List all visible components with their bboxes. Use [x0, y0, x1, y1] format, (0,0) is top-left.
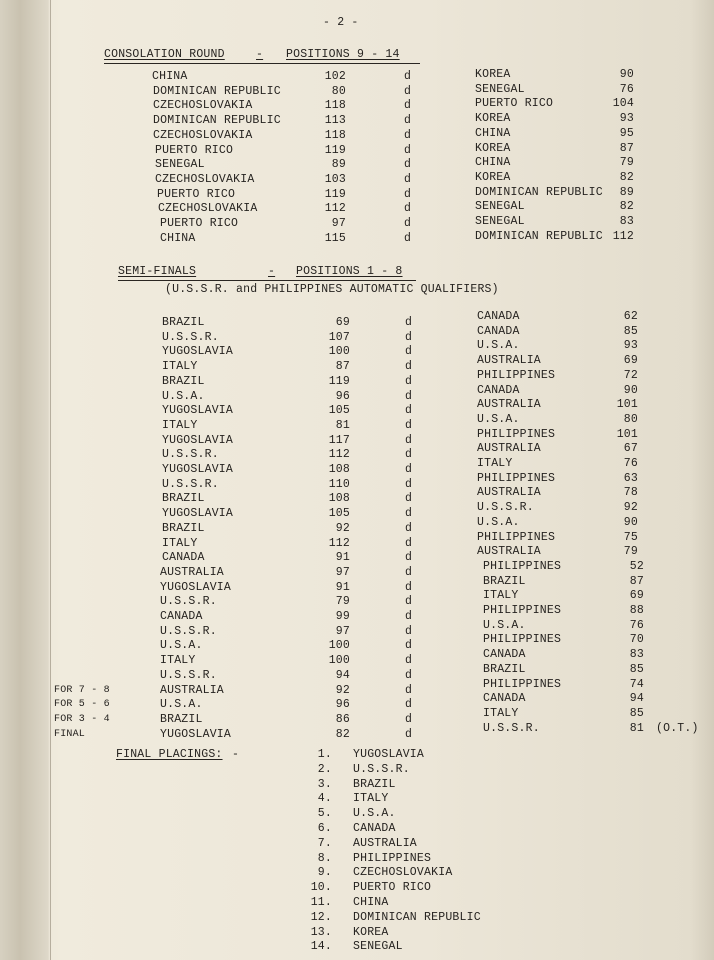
semifinal-result-mark: d [405, 448, 413, 462]
consolation-winner-score: 115 [324, 231, 346, 245]
semifinal-loser-team: BRAZIL [483, 574, 526, 588]
semifinal-winner-score: 86 [335, 712, 350, 726]
semifinal-loser-score: 76 [623, 457, 638, 470]
consolation-result-mark: d [404, 84, 412, 98]
semifinal-loser-team: PHILIPPINES [483, 604, 562, 617]
semifinal-result-mark: d [405, 668, 413, 682]
page-binding-edge [0, 0, 51, 960]
placing-team: AUSTRALIA [353, 836, 417, 850]
semifinal-loser-score: 101 [616, 427, 638, 441]
semifinal-loser-team: PHILIPPINES [477, 471, 556, 485]
consolation-loser-score: 82 [619, 170, 634, 184]
consolation-result-mark: d [404, 187, 412, 201]
semifinal-loser-score: 80 [623, 412, 638, 426]
semifinal-result-mark: d [405, 698, 413, 712]
consolation-winner-team: CZECHOSLOVAKIA [155, 172, 255, 186]
semifinal-winner-score: 108 [328, 463, 350, 476]
semifinal-winner-score: 105 [328, 404, 350, 418]
final-placings-heading: FINAL PLACINGS: [116, 748, 223, 761]
consolation-result-mark: d [404, 217, 412, 230]
consolation-winner-score: 118 [324, 99, 346, 113]
semifinal-loser-score: 69 [623, 354, 638, 368]
consolation-result-mark: d [404, 114, 412, 128]
semifinal-winner-score: 97 [335, 565, 350, 579]
placing-rank: 3. [317, 777, 332, 791]
semifinal-winner-team: YUGOSLAVIA [160, 580, 232, 594]
semifinal-winner-team: ITALY [162, 360, 198, 374]
consolation-loser-team: CHINA [475, 126, 511, 140]
semifinal-loser-team: AUSTRALIA [477, 486, 541, 500]
semifinal-winner-score: 112 [328, 536, 350, 550]
semifinal-loser-score: 63 [623, 471, 638, 485]
semifinals-note: (U.S.S.R. and PHILIPPINES AUTOMATIC QUALIFIERS) [165, 283, 499, 296]
consolation-loser-team: SENEGAL [475, 200, 525, 214]
semifinal-loser-team: CANADA [477, 310, 520, 323]
placing-team: U.S.A. [353, 807, 396, 821]
consolation-loser-team: KOREA [475, 141, 511, 155]
consolation-loser-score: 95 [619, 126, 634, 140]
semifinal-winner-team: AUSTRALIA [160, 565, 224, 579]
semifinal-winner-score: 99 [335, 610, 350, 623]
semifinal-loser-team: CANADA [477, 383, 520, 397]
semifinal-result-mark: d [405, 610, 413, 623]
semifinal-loser-score: 74 [629, 677, 644, 691]
consolation-result-mark: d [404, 143, 412, 157]
semifinal-winner-team: BRAZIL [162, 492, 205, 506]
semifinal-winner-team: BRAZIL [162, 521, 205, 535]
semifinal-loser-team: CANADA [483, 648, 526, 662]
semifinal-loser-team: PHILIPPINES [477, 368, 556, 382]
semifinal-winner-score: 91 [335, 551, 350, 565]
semifinal-loser-score: 67 [623, 442, 638, 456]
placing-team: CZECHOSLOVAKIA [353, 866, 453, 880]
placing-rank: 11. [310, 896, 332, 909]
placing-rank: 2. [317, 762, 332, 776]
semifinal-winner-score: 107 [328, 330, 350, 344]
semifinal-winner-score: 94 [335, 668, 350, 682]
consolation-result-mark: d [404, 70, 412, 83]
semifinal-result-mark: d [405, 507, 413, 521]
semifinal-winner-score: 100 [328, 639, 350, 653]
semifinal-winner-score: 82 [335, 727, 350, 741]
semifinal-winner-score: 100 [328, 654, 350, 668]
consolation-winner-team: CHINA [152, 70, 188, 83]
consolation-heading: CONSOLATION ROUND [104, 48, 225, 61]
consolation-loser-team: SENEGAL [475, 82, 525, 96]
consolation-result-mark: d [404, 158, 412, 172]
semifinal-loser-score: 72 [623, 368, 638, 382]
semifinal-result-mark: d [405, 521, 413, 535]
semifinal-loser-score: 90 [623, 383, 638, 397]
consolation-loser-team: CHINA [475, 156, 511, 170]
semifinal-winner-score: 105 [328, 507, 350, 521]
playoff-label: FOR 3 - 4 [54, 713, 110, 725]
semifinal-loser-team: CANADA [483, 692, 526, 706]
semifinal-result-mark: d [405, 565, 413, 579]
semifinal-loser-score: 83 [629, 648, 644, 662]
semifinal-result-mark: d [405, 595, 413, 609]
consolation-winner-score: 97 [331, 217, 346, 230]
semifinal-loser-score: 79 [623, 545, 638, 559]
semifinal-loser-score: 101 [616, 398, 638, 412]
placing-rank: 4. [317, 792, 332, 806]
placing-team: BRAZIL [353, 777, 396, 791]
placing-team: PHILIPPINES [353, 851, 432, 865]
consolation-loser-team: KOREA [475, 170, 511, 184]
semifinal-loser-score: 75 [623, 530, 638, 544]
semifinal-result-mark: d [405, 492, 413, 506]
consolation-winner-team: CZECHOSLOVAKIA [153, 128, 253, 142]
semifinal-loser-team: AUSTRALIA [477, 545, 541, 559]
consolation-winner-score: 119 [324, 187, 346, 201]
semifinal-winner-score: 79 [335, 595, 350, 609]
semifinal-loser-score: 76 [629, 618, 644, 632]
semifinal-winner-score: 92 [335, 683, 350, 697]
semifinal-winner-team: AUSTRALIA [160, 683, 224, 697]
consolation-loser-score: 89 [619, 185, 634, 199]
semifinal-winner-team: CANADA [162, 551, 205, 565]
semifinal-loser-team: U.S.A. [483, 618, 526, 632]
semifinal-result-mark: d [405, 360, 413, 374]
semifinal-result-mark: d [405, 418, 413, 432]
semifinal-winner-score: 81 [335, 418, 350, 432]
consolation-winner-score: 118 [324, 128, 346, 142]
consolation-positions: POSITIONS 9 - 14 [286, 48, 400, 61]
playoff-label: FOR 5 - 6 [54, 699, 110, 711]
semifinal-winner-team: BRAZIL [162, 374, 205, 388]
semifinal-winner-score: 100 [328, 345, 350, 359]
semifinal-loser-score: 52 [629, 559, 644, 573]
semifinal-loser-score: 85 [623, 324, 638, 338]
semifinal-result-mark: d [405, 345, 413, 359]
semifinal-loser-score: 87 [629, 574, 644, 588]
semifinal-loser-team: AUSTRALIA [477, 442, 541, 456]
semifinal-winner-team: YUGOSLAVIA [162, 463, 234, 476]
consolation-winner-team: DOMINICAN REPUBLIC [153, 84, 281, 98]
semifinal-winner-score: 96 [335, 698, 350, 712]
placing-rank: 5. [317, 807, 332, 821]
semifinal-winner-team: U.S.A. [160, 639, 203, 653]
semifinal-winner-team: YUGOSLAVIA [162, 507, 234, 521]
consolation-loser-score: 90 [619, 68, 634, 81]
consolation-winner-team: SENEGAL [155, 158, 205, 172]
semifinal-winner-team: YUGOSLAVIA [162, 433, 234, 447]
consolation-winner-score: 113 [324, 114, 346, 128]
semifinal-loser-team: PHILIPPINES [483, 559, 562, 573]
consolation-loser-team: PUERTO RICO [475, 97, 554, 111]
semifinals-heading-dash: - [268, 265, 276, 278]
semifinals-heading-rule [118, 280, 416, 281]
semifinals-heading: SEMI-FINALS [118, 265, 197, 278]
placing-rank: 1. [317, 748, 332, 761]
consolation-loser-team: DOMINICAN REPUBLIC [475, 185, 603, 199]
placing-rank: 14. [310, 940, 332, 954]
playoff-label: FOR 7 - 8 [54, 684, 110, 696]
placing-team: PUERTO RICO [353, 881, 432, 895]
semifinal-winner-team: YUGOSLAVIA [162, 404, 234, 418]
semifinal-winner-score: 91 [335, 580, 350, 594]
semifinal-winner-team: YUGOSLAVIA [160, 727, 232, 741]
semifinal-result-mark: d [405, 463, 413, 476]
semifinal-result-mark: d [405, 330, 413, 344]
semifinal-loser-team: ITALY [483, 706, 519, 720]
semifinal-loser-team: U.S.S.R. [477, 501, 534, 515]
consolation-winner-team: PUERTO RICO [160, 217, 239, 230]
semifinal-result-mark: d [405, 389, 413, 403]
placing-team: YUGOSLAVIA [353, 748, 425, 761]
semifinal-loser-team: ITALY [483, 589, 519, 603]
consolation-loser-score: 112 [612, 229, 634, 243]
semifinal-winner-team: ITALY [160, 654, 196, 668]
semifinal-result-mark: d [405, 639, 413, 653]
semifinal-winner-score: 69 [335, 316, 350, 329]
consolation-winner-score: 89 [331, 158, 346, 172]
semifinal-result-mark: d [405, 536, 413, 550]
consolation-result-mark: d [404, 172, 412, 186]
semifinal-winner-team: U.S.A. [160, 698, 203, 712]
semifinal-loser-score: 92 [623, 501, 638, 515]
semifinal-loser-team: PHILIPPINES [483, 633, 562, 647]
consolation-loser-team: SENEGAL [475, 215, 525, 228]
semifinal-winner-score: 97 [335, 624, 350, 638]
semifinal-result-mark: d [405, 433, 413, 447]
consolation-winner-score: 103 [324, 172, 346, 186]
semifinal-winner-team: U.S.S.R. [160, 595, 217, 609]
semifinal-loser-score: 90 [623, 515, 638, 529]
semifinal-winner-team: ITALY [162, 418, 198, 432]
consolation-loser-team: DOMINICAN REPUBLIC [475, 229, 603, 243]
placing-team: CHINA [353, 896, 389, 909]
consolation-winner-team: PUERTO RICO [157, 187, 236, 201]
consolation-loser-score: 79 [619, 156, 634, 170]
placing-rank: 12. [310, 910, 332, 924]
placing-rank: 10. [310, 881, 332, 895]
semifinal-loser-team: AUSTRALIA [477, 398, 541, 412]
semifinal-winner-score: 96 [335, 389, 350, 403]
consolation-winner-score: 102 [324, 70, 346, 83]
semifinal-result-mark: d [405, 727, 413, 741]
consolation-winner-score: 112 [324, 202, 346, 216]
semifinal-winner-score: 92 [335, 521, 350, 535]
semifinal-loser-score: 69 [629, 589, 644, 603]
consolation-winner-team: CZECHOSLOVAKIA [153, 99, 253, 113]
consolation-winner-team: PUERTO RICO [155, 143, 234, 157]
semifinal-winner-score: 108 [328, 492, 350, 506]
semifinal-loser-score: 88 [629, 604, 644, 617]
placing-rank: 7. [317, 836, 332, 850]
semifinal-loser-score: 94 [629, 692, 644, 706]
semifinal-result-mark: d [405, 580, 413, 594]
semifinal-result-mark: d [405, 683, 413, 697]
consolation-winner-score: 80 [331, 84, 346, 98]
consolation-loser-team: KOREA [475, 112, 511, 126]
semifinal-result-mark: d [405, 374, 413, 388]
semifinal-winner-score: 112 [328, 448, 350, 462]
semifinal-loser-team: PHILIPPINES [477, 530, 556, 544]
placing-team: CANADA [353, 822, 396, 835]
semifinal-loser-score: 85 [629, 706, 644, 720]
semifinal-result-mark: d [405, 712, 413, 726]
overtime-note: (O.T.) [656, 721, 699, 735]
consolation-result-mark: d [404, 231, 412, 245]
semifinal-loser-team: ITALY [477, 457, 513, 470]
consolation-heading-rule [104, 63, 420, 64]
semifinal-winner-team: U.S.S.R. [160, 668, 217, 682]
semifinal-winner-team: U.S.S.R. [162, 330, 219, 344]
semifinal-loser-team: U.S.S.R. [483, 721, 540, 735]
consolation-loser-score: 82 [619, 200, 634, 214]
placing-team: SENEGAL [353, 940, 403, 954]
semifinal-winner-team: CANADA [160, 610, 203, 623]
consolation-winner-team: DOMINICAN REPUBLIC [153, 114, 281, 128]
semifinal-winner-team: BRAZIL [160, 712, 203, 726]
semifinal-loser-score: 93 [623, 339, 638, 353]
page-number: - 2 - [323, 16, 359, 29]
semifinal-loser-score: 85 [629, 662, 644, 676]
consolation-loser-team: KOREA [475, 68, 511, 81]
semifinal-winner-team: ITALY [162, 536, 198, 550]
semifinal-loser-team: PHILIPPINES [483, 677, 562, 691]
consolation-loser-score: 83 [619, 215, 634, 228]
semifinal-loser-team: CANADA [477, 324, 520, 338]
semifinal-result-mark: d [405, 551, 413, 565]
semifinal-result-mark: d [405, 654, 413, 668]
consolation-loser-score: 87 [619, 141, 634, 155]
semifinal-winner-team: U.S.S.R. [162, 477, 219, 491]
consolation-loser-score: 104 [612, 97, 634, 111]
semifinal-winner-team: BRAZIL [162, 316, 205, 329]
semifinal-winner-score: 119 [328, 374, 350, 388]
placing-rank: 8. [317, 851, 332, 865]
placing-rank: 6. [317, 822, 332, 835]
placing-rank: 9. [317, 866, 332, 880]
semifinal-winner-team: U.S.A. [162, 389, 205, 403]
consolation-result-mark: d [404, 99, 412, 113]
semifinal-loser-team: AUSTRALIA [477, 354, 541, 368]
semifinal-winner-team: U.S.S.R. [160, 624, 217, 638]
placing-team: KOREA [353, 925, 389, 939]
consolation-winner-team: CHINA [160, 231, 196, 245]
semifinal-result-mark: d [405, 477, 413, 491]
consolation-heading-dash: - [256, 48, 264, 61]
semifinal-loser-team: BRAZIL [483, 662, 526, 676]
semifinal-result-mark: d [405, 316, 413, 329]
semifinals-positions: POSITIONS 1 - 8 [296, 265, 403, 278]
consolation-result-mark: d [404, 128, 412, 142]
semifinal-loser-team: U.S.A. [477, 339, 520, 353]
placing-team: U.S.S.R. [353, 762, 410, 776]
semifinal-winner-score: 117 [328, 433, 350, 447]
semifinal-result-mark: d [405, 624, 413, 638]
placing-team: ITALY [353, 792, 389, 806]
consolation-loser-score: 76 [619, 82, 634, 96]
consolation-winner-team: CZECHOSLOVAKIA [158, 202, 258, 216]
placing-team: DOMINICAN REPUBLIC [353, 910, 481, 924]
semifinal-winner-team: U.S.S.R. [162, 448, 219, 462]
semifinal-loser-score: 78 [623, 486, 638, 500]
final-placings-dash: - [232, 748, 240, 761]
consolation-winner-score: 119 [324, 143, 346, 157]
semifinal-winner-score: 87 [335, 360, 350, 374]
semifinal-loser-score: 70 [629, 633, 644, 647]
consolation-result-mark: d [404, 202, 412, 216]
playoff-label: FINAL [54, 728, 86, 740]
placing-rank: 13. [310, 925, 332, 939]
semifinal-winner-score: 110 [328, 477, 350, 491]
consolation-loser-score: 93 [619, 112, 634, 126]
semifinal-loser-score: 62 [623, 310, 638, 323]
semifinal-loser-team: U.S.A. [477, 412, 520, 426]
semifinal-loser-team: U.S.A. [477, 515, 520, 529]
semifinal-loser-team: PHILIPPINES [477, 427, 556, 441]
semifinal-result-mark: d [405, 404, 413, 418]
semifinal-loser-score: 81 [629, 721, 644, 735]
semifinal-winner-team: YUGOSLAVIA [162, 345, 234, 359]
